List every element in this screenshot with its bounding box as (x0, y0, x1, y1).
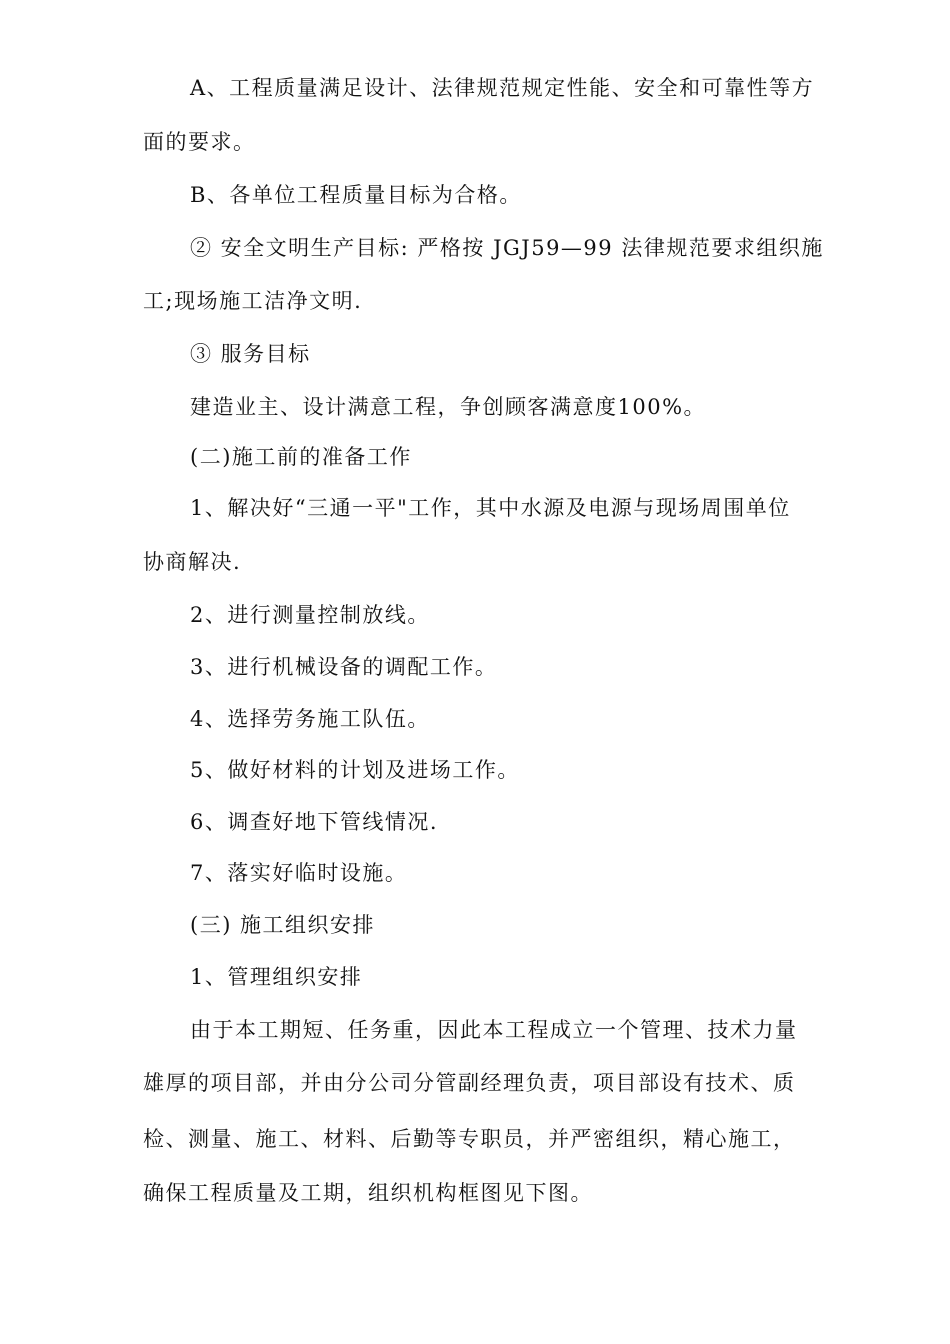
heading-service-goal: ③ 服务目标 (190, 342, 311, 366)
paragraph-quality-a-cont: 面的要求。 (143, 130, 256, 154)
section-heading-organization: (三) 施工组织安排 (190, 913, 376, 937)
list-item-7: 7、落实好临时设施。 (190, 861, 408, 885)
list-item-6: 6、调查好地下管线情况. (190, 810, 439, 834)
list-item-4: 4、选择劳务施工队伍。 (190, 707, 430, 731)
list-item-2: 2、进行测量控制放线。 (190, 603, 430, 627)
paragraph-safety-goal: ② 安全文明生产目标: 严格按 JGJ59—99 法律规范要求组织施 (190, 236, 824, 260)
paragraph-management-3: 检、测量、施工、材料、后勤等专职员，并严密组织，精心施工， (143, 1127, 796, 1151)
list-item-1: 1、解决好“三通一平"工作，其中水源及电源与现场周围单位 (190, 496, 791, 520)
paragraph-service-goal: 建造业主、设计满意工程，争创顾客满意度100%。 (190, 395, 707, 419)
section-heading-preparation: (二)施工前的准备工作 (190, 445, 412, 469)
paragraph-quality-a: A、工程质量满足设计、法律规范规定性能、安全和可靠性等方 (190, 76, 815, 100)
paragraph-quality-b: B、各单位工程质量目标为合格。 (190, 183, 522, 207)
paragraph-management-1: 由于本工期短、任务重，因此本工程成立一个管理、技术力量 (190, 1018, 798, 1042)
paragraph-management-4: 确保工程质量及工期，组织机构框图见下图。 (143, 1181, 593, 1205)
paragraph-safety-goal-cont: 工;现场施工洁净文明. (143, 289, 363, 313)
list-item-5: 5、做好材料的计划及进场工作。 (190, 758, 520, 782)
list-item-1-cont: 协商解决. (143, 550, 242, 574)
paragraph-management-2: 雄厚的项目部，并由分公司分管副经理负责，项目部设有技术、质 (143, 1071, 796, 1095)
subsection-heading-management: 1、管理组织安排 (190, 965, 363, 989)
list-item-3: 3、进行机械设备的调配工作。 (190, 655, 498, 679)
